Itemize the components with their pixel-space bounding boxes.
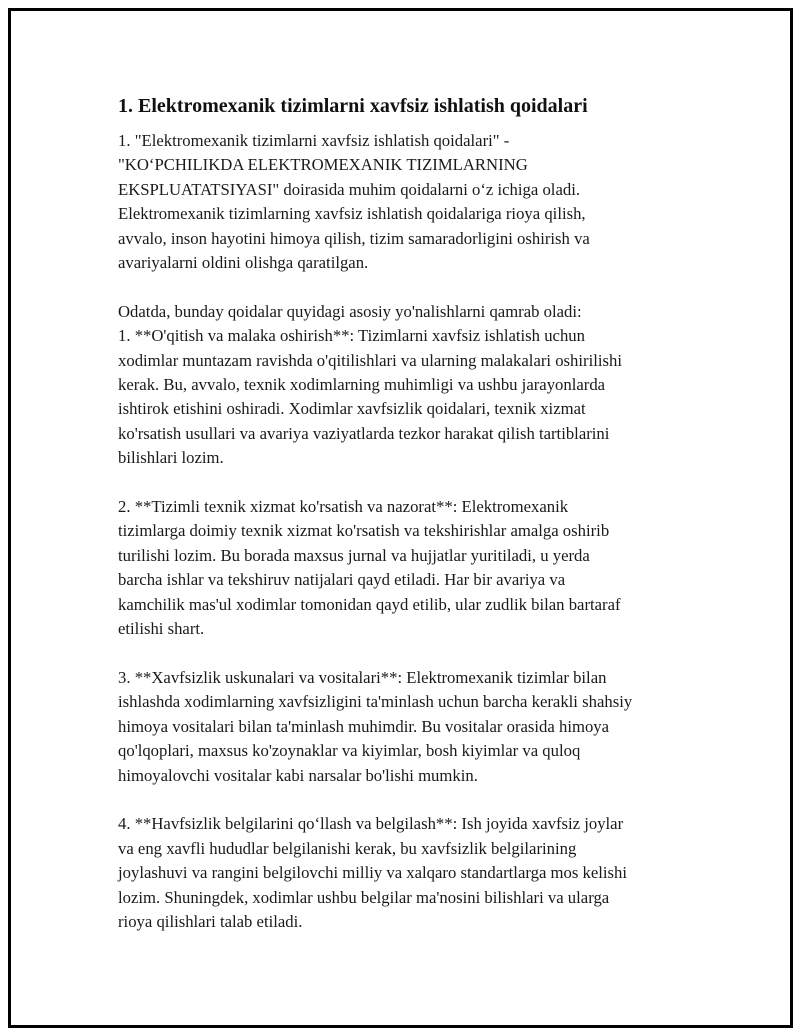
paragraph-maintenance: 2. **Tizimli texnik xizmat ko'rsatish va nazorat**: Elektromexanik tizimlarga doimiy texnik xizmat ko'rsatish va tekshirishlar amalga oshirib turilishi lozim. Bu borada maxsus jurnal va hujjatlar yuritiladi, u yerda barcha ishlar va tekshiruv natijalari qayd etiladi. Har bir avariya va kamchilik mas'ul xodimlar tomonidan qayd etilib, ular zudlik bilan bartaraf etilishi shart. [118, 497, 621, 639]
page-frame [8, 8, 793, 1028]
document-body [118, 93, 698, 934]
paragraph-training: Odatda, bunday qoidalar quyidagi asosiy yo'nalishlarni qamrab oladi: 1. **O'qitish va malaka oshirish**: Tizimlarni xavfsiz ishlatish uchun xodimlar muntazam ravishda o'qitilishlari va ularning malakalari oshirilishi kerak. Bu, avvalo, texnik xodimlarning muhimligi va ushbu jarayonlarda ishtirok etishini oshiradi. Xodimlar xavfsizlik qoidalari, texnik xizmat ko'rsatish usullari va avariya vaziyatlarda tezkor harakat qilish tartiblarini bilishlari lozim. [118, 301, 622, 468]
paragraph-intro: 1. "Elektromexanik tizimlarni xavfsiz ishlatish qoidalari" - "KO‘PCHILIKDA ELEKTROMEXANIK TIZIMLARNING EKSPLUATATSIYASI" doirasida muhim qoidalarni o‘z ichiga oladi. Elektromexanik tizimlarning xavfsiz ishlatish qoidalariga rioya qilish, avvalo, inson hayotini himoya qilish, tizim samaradorligini oshirish va avariyalarni oldini olishga qaratilgan. [118, 131, 590, 273]
paragraph-safety-signs: 4. **Havfsizlik belgilarini qo‘llash va belgilash**: Ish joyida xavfsiz joylar va eng xavfli hududlar belgilanishi kerak, bu xavfsizlik belgilarining joylashuvi va rangini belgilovchi milliy va xalqaro standartlarga mos kelishi lozim. Shuningdek, xodimlar ushbu belgilar ma'nosini bilishlari va ularga rioya qilishlari talab etiladi. [118, 814, 628, 931]
page-title: 1. Elektromexanik tizimlarni xavfsiz ishlatish qoidalari [118, 95, 588, 117]
paragraph-safety-equipment: 3. **Xavfsizlik uskunalari va vositalari**: Elektromexanik tizimlar bilan ishlashda xodimlarning xavfsizligini ta'minlash uchun barcha kerakli shahsiy himoya vositalari bilan ta'minlash muhimdir. Bu vositalar orasida himoya qo'lqoplari, maxsus ko'zoynaklar va kiyimlar, bosh kiyimlar va quloq himoyalovchi vositalar kabi narsalar bo'lishi mumkin. [118, 667, 633, 785]
